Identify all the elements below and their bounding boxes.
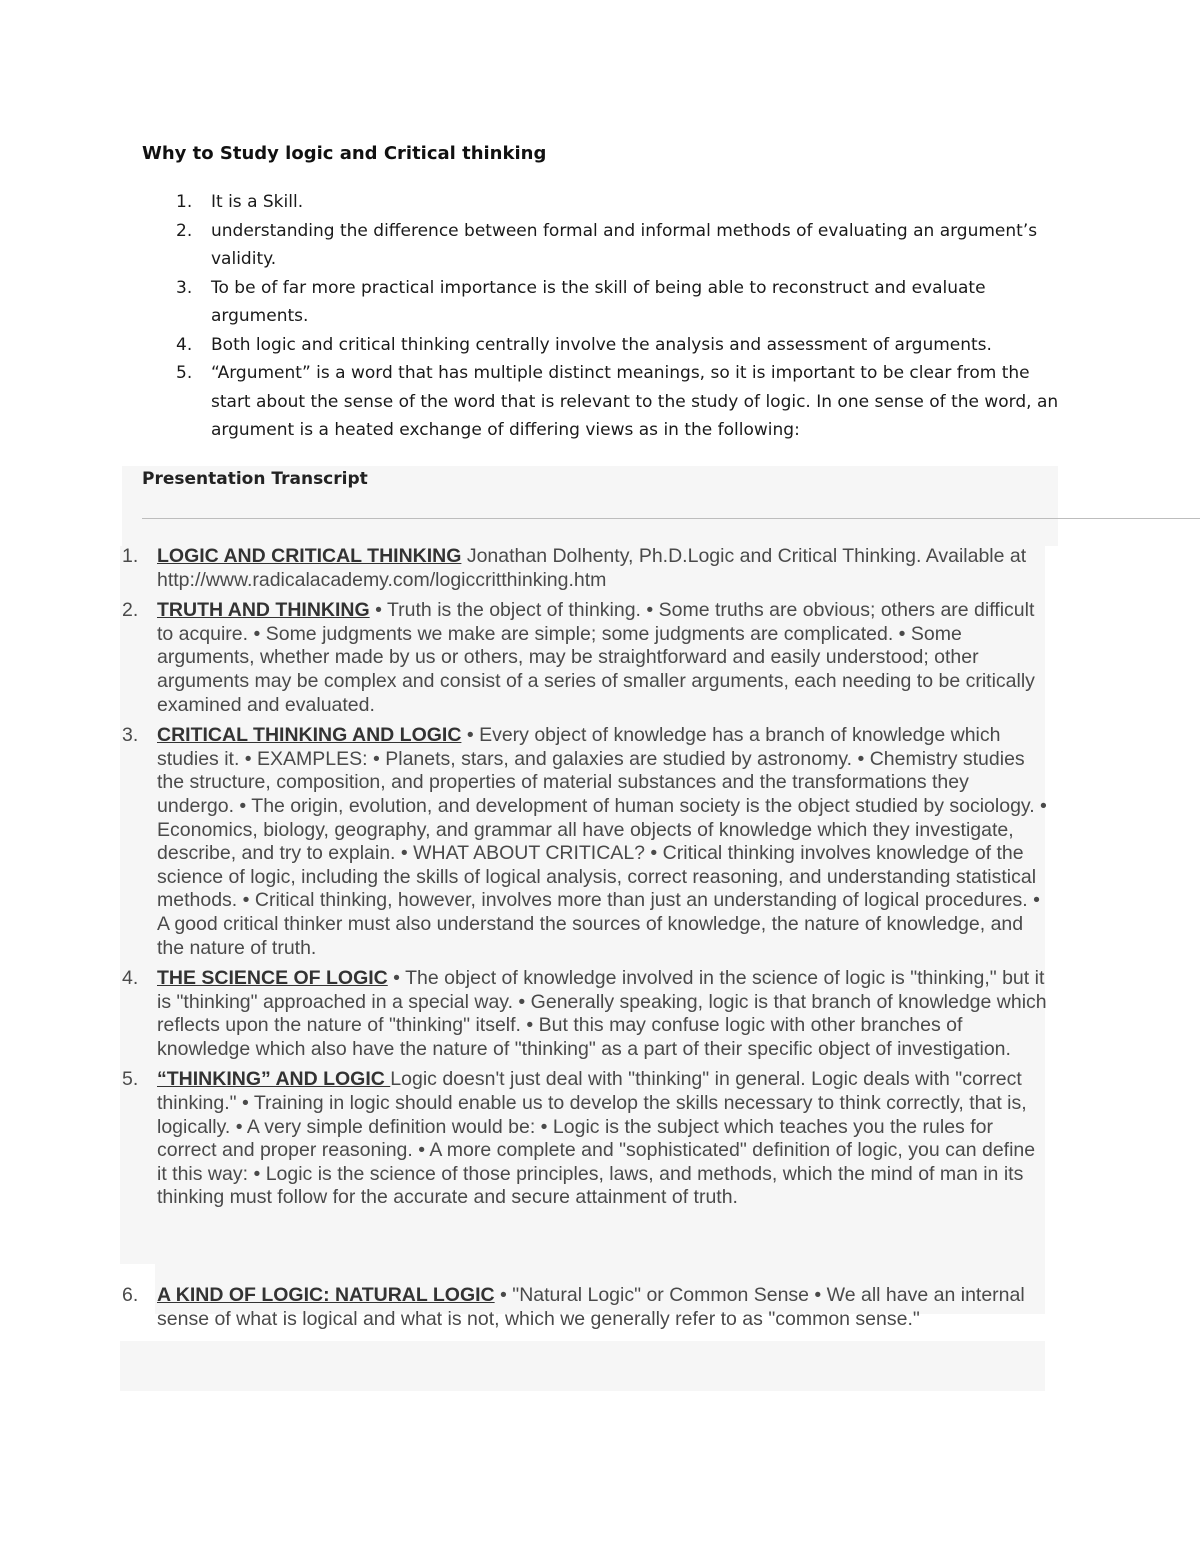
transcript-item [120,724,1050,960]
transcript-item [120,1068,1050,1210]
transcript-heading: “THINKING” AND LOGIC [157,1068,391,1091]
list-item-text: Both logic and critical thinking centrally involve the analysis and assessment of arguments. [211,334,992,355]
list-item-text: To be of far more practical importance is the skill of being able to reconstruct and evaluate arguments. [211,277,986,326]
transcript-text: Jonathan Dolhenty, Ph.D.Logic and Critical Thinking. Available at http://www.radicalacademy.com/logiccritthinking.htm [157,545,1027,591]
transcript-heading: CRITICAL THINKING AND LOGIC [157,724,462,747]
list-item-text: understanding the difference between formal and informal methods of evaluating an argument’s validity. [211,220,1038,269]
list-number: 6. [122,1284,139,1307]
transcript-text: • "Natural Logic" or Common Sense • We all have an internal sense of what is logical and what is not, which we generally refer to as "common sense." [157,1284,1025,1330]
list-item [176,217,1066,274]
transcript-heading: THE SCIENCE OF LOGIC [157,967,388,990]
list-number: 4. [176,334,193,355]
list-item [176,359,1066,445]
list-number: 1. [176,192,193,212]
transcript-item [120,967,1050,1061]
list-number: 2. [176,220,193,241]
transcript-item [120,1284,1050,1331]
transcript-text: • Every object of knowledge has a branch of knowledge which studies it. • EXAMPLES: • Planets, stars, and galaxies are studied by astronomy. • Chemistry studies the structure, composition, and properties of material substances and the transformations they undergo. • The origin, evolution, and development of human society is the object studied by sociology. • Economics, biology, geography, and grammar all have objects of knowledge which they investigate, describe, and try to explain. • WHAT ABOUT CRITICAL? • Critical thinking involves knowledge of the science of logic, including the skills of logical analysis, correct reasoning, and understanding statistical methods. • Critical thinking, however, involves more than just an understanding of logical procedures. • A good critical thinker must also understand the sources of knowledge, the nature of knowledge, and the nature of truth. [157,724,1047,959]
list-item-text: It is a Skill. [211,192,304,212]
transcript-text: • The object of knowledge involved in the science of logic is "thinking," but it is "thinking" approached in a special way. • Generally speaking, logic is that branch of knowledge which reflects upon the nature of "thinking" itself. • But this may confuse logic with other branches of knowledge which also have the nature of "thinking" as a part of their specific object of investigation. [157,967,1047,1060]
transcript-heading: A KIND OF LOGIC: NATURAL LOGIC [157,1284,495,1307]
list-item [176,188,1066,217]
list-number: 1. [122,545,139,567]
transcript-item [120,599,1050,717]
intro-list [176,188,1066,445]
transcript-text: Logic doesn't just deal with "thinking" in general. Logic deals with "correct thinking." • Training in logic should enable us to develop the skills necessary to think correctly, that is, logically. • A very simple definition would be: • Logic is the subject which teaches you the rules for correct and proper reasoning. • A more complete and "sophisticated" definition of logic, you can define it this way: • Logic is the science of those principles, laws, and methods, which the mind of man in its thinking must follow for the accurate and secure attainment of truth. [157,1068,1036,1209]
transcript-item [120,545,1050,592]
list-number: 5. [176,363,193,383]
list-number: 2. [122,599,139,622]
list-item-text: “Argument” is a word that has multiple distinct meanings, so it is important to be clear from the start about the sense of the word that is relevant to the study of logic. In one sense of the word, an argument is a heated exchange of differing views as in the following: [211,363,1059,440]
transcript-list [120,545,1050,1338]
page-title: Why to Study logic and Critical thinking [142,143,547,164]
transcript-background [120,1341,1045,1391]
transcript-heading: LOGIC AND CRITICAL THINKING [157,545,462,567]
section-heading: Presentation Transcript [142,469,368,489]
list-item [176,274,1066,331]
list-item [176,331,1066,360]
list-number: 4. [122,967,139,990]
list-number: 3. [122,724,139,747]
list-number: 3. [176,277,193,298]
transcript-heading: TRUTH AND THINKING [157,599,370,622]
list-number: 5. [122,1068,139,1091]
horizontal-rule [142,518,1200,519]
transcript-text: • Truth is the object of thinking. • Some truths are obvious; others are difficult to acquire. • Some judgments we make are simple; some judgments are complicated. • Some arguments, whether made by us or others, may be straightforward and easily understood; other arguments may be complex and consist of a series of smaller arguments, each needing to be critically examined and evaluated. [157,599,1035,716]
